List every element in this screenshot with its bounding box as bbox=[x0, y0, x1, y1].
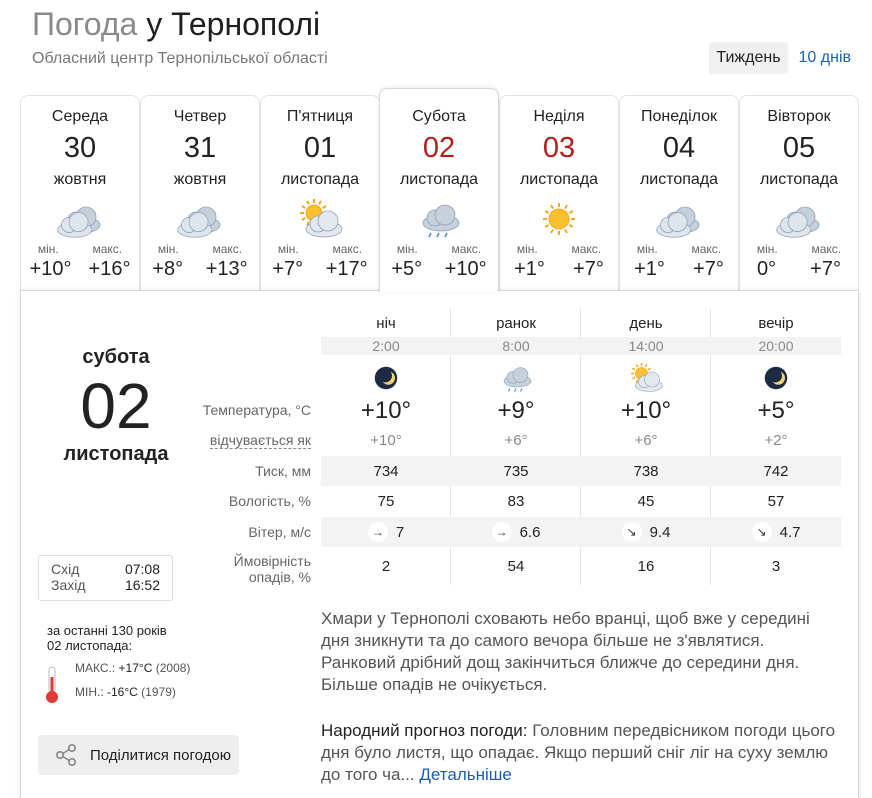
period-wind bbox=[321, 522, 451, 542]
history-line-2: 02 листопада: bbox=[47, 638, 133, 653]
period-name: день bbox=[629, 315, 663, 332]
forecast-description: Хмари у Тернополі сховають небо вранці, щоб вже у середині дня зникнути та до самого вечора більше не з'являтися. Ранковий дрібний дощ закінчиться ближче до середини дня. Більше опадів не очікується. bbox=[321, 609, 810, 694]
day-name: Четвер bbox=[173, 108, 227, 125]
period-humidity: 83 bbox=[507, 493, 525, 510]
history-min-label: МІН.: bbox=[75, 685, 104, 699]
min-temp: +8° bbox=[152, 258, 184, 280]
folk-forecast-text: Головним передвісником погоди цього дня було листя, що опадає. Якщо перший сніг ліг на суху землю до того ча... bbox=[321, 721, 836, 784]
thermometer-icon bbox=[43, 665, 61, 705]
wind-speed: 4.7 bbox=[779, 523, 801, 541]
max-temp: +16° bbox=[88, 258, 131, 280]
min-temp: +5° bbox=[391, 258, 423, 280]
period-weather-icon bbox=[321, 363, 451, 397]
cloudy-icon bbox=[176, 199, 224, 239]
day-tab-30[interactable] bbox=[20, 95, 140, 291]
period-wind bbox=[451, 522, 581, 542]
cloudy-drizzle-icon bbox=[415, 199, 463, 239]
period-temp: +5° bbox=[757, 397, 795, 424]
history-caption bbox=[47, 623, 167, 653]
day-tab-02[interactable] bbox=[379, 88, 499, 292]
day-tab-04[interactable] bbox=[619, 95, 739, 291]
partly-sunny-icon bbox=[296, 199, 344, 239]
day-name: Середа bbox=[51, 108, 109, 125]
selected-weekday: субота bbox=[82, 346, 150, 368]
max-label: макс. bbox=[92, 242, 123, 256]
pressure-label: Тиск, мм bbox=[255, 463, 311, 479]
day-weather-icon bbox=[535, 199, 583, 239]
selected-day-number: 02 bbox=[80, 370, 152, 442]
cloudy-icon bbox=[655, 199, 703, 239]
day-number: 05 bbox=[782, 132, 816, 164]
day-name: Вівторок bbox=[767, 108, 831, 125]
period-temp: +10° bbox=[620, 397, 672, 424]
hourly-grid bbox=[21, 291, 860, 591]
day-name: Субота bbox=[412, 108, 466, 125]
selected-month: листопада bbox=[63, 443, 169, 465]
max-label: макс. bbox=[212, 242, 243, 256]
history-max bbox=[75, 661, 190, 675]
title-city: у Тернополі bbox=[146, 6, 321, 42]
period-name: вечір bbox=[758, 315, 794, 332]
share-icon bbox=[54, 743, 78, 767]
period-weather-icon bbox=[711, 363, 841, 397]
min-temp: +1° bbox=[634, 258, 665, 280]
min-label: мін. bbox=[37, 242, 59, 256]
sunset-value: 16:52 bbox=[124, 577, 160, 593]
cloud-rain-icon bbox=[498, 363, 534, 393]
day-tabs bbox=[20, 95, 859, 291]
period-wind bbox=[711, 522, 841, 542]
page-header bbox=[32, 4, 328, 68]
history-max-year: (2008) bbox=[155, 661, 191, 675]
history-min bbox=[75, 685, 176, 699]
history-max-value: +17°C bbox=[118, 661, 153, 675]
day-name: П'ятниця bbox=[286, 108, 354, 125]
day-tab-05[interactable] bbox=[739, 95, 859, 291]
period-pressure: 738 bbox=[633, 463, 659, 480]
period-precip: 3 bbox=[771, 558, 781, 575]
period-temp: +9° bbox=[497, 397, 535, 424]
title-prefix: Погода bbox=[32, 6, 138, 42]
cloudy-icon bbox=[56, 199, 104, 239]
day-weather-icon bbox=[176, 199, 224, 239]
day-weather-icon bbox=[655, 199, 703, 239]
wind-direction-icon: → bbox=[368, 522, 388, 542]
day-month: жовтня bbox=[173, 171, 227, 188]
history-max-label: МАКС.: bbox=[75, 661, 116, 675]
week-button[interactable]: Тиждень bbox=[709, 42, 787, 74]
max-temp: +7° bbox=[573, 258, 604, 280]
day-month: листопада bbox=[519, 171, 599, 188]
period-time: 14:00 bbox=[628, 338, 664, 354]
day-month: жовтня bbox=[53, 171, 107, 188]
max-label: макс. bbox=[691, 242, 722, 256]
wind-speed: 6.6 bbox=[519, 523, 541, 541]
day-month: листопада bbox=[399, 171, 479, 188]
feels-like-text: відчувається як bbox=[209, 432, 311, 448]
wind-speed: 7 bbox=[395, 523, 405, 541]
min-label: мін. bbox=[396, 242, 418, 256]
day-detail-panel bbox=[20, 290, 859, 798]
min-temp: +10° bbox=[29, 258, 72, 280]
humidity-label: Вологість, % bbox=[228, 493, 311, 509]
day-number: 01 bbox=[303, 132, 337, 164]
period-feels-like: +10° bbox=[370, 432, 402, 449]
history-min-value: -16°C bbox=[107, 685, 138, 699]
period-time: 20:00 bbox=[758, 338, 794, 354]
day-weather-icon bbox=[296, 199, 344, 239]
cloudy-icon bbox=[775, 199, 823, 239]
max-label: макс. bbox=[451, 242, 482, 256]
day-number: 02 bbox=[422, 132, 456, 164]
max-label: макс. bbox=[571, 242, 602, 256]
wind-direction-icon: ↘ bbox=[622, 522, 642, 542]
precip-label bbox=[191, 553, 311, 585]
day-tab-03[interactable] bbox=[499, 95, 619, 291]
partly-sunny-icon bbox=[628, 363, 664, 393]
page-title bbox=[32, 4, 328, 44]
period-precip: 16 bbox=[637, 558, 655, 575]
range-switch bbox=[709, 42, 858, 74]
max-temp: +7° bbox=[693, 258, 724, 280]
sun-icon bbox=[535, 199, 583, 239]
max-label: макс. bbox=[332, 242, 363, 256]
period-precip: 54 bbox=[507, 558, 525, 575]
min-label: мін. bbox=[277, 242, 299, 256]
moon-icon bbox=[758, 363, 794, 393]
period-time: 2:00 bbox=[372, 338, 400, 354]
day-number: 04 bbox=[662, 132, 696, 164]
day-weather-icon bbox=[415, 199, 463, 239]
day-weather-icon bbox=[56, 199, 104, 239]
min-label: мін. bbox=[636, 242, 658, 256]
wind-label: Вітер, м/с bbox=[248, 524, 311, 540]
wind-speed: 9.4 bbox=[649, 523, 671, 541]
period-precip: 2 bbox=[381, 558, 391, 575]
max-temp: +17° bbox=[325, 258, 368, 280]
folk-forecast-label: Народний прогноз погоди: bbox=[321, 721, 528, 740]
period-feels-like: +6° bbox=[504, 432, 528, 449]
wind-direction-icon: ↘ bbox=[752, 522, 772, 542]
max-temp: +13° bbox=[205, 258, 248, 280]
folk-forecast bbox=[321, 720, 841, 786]
history-line-1: за останні 130 років bbox=[47, 623, 167, 638]
period-pressure: 735 bbox=[503, 463, 529, 480]
wind-direction-icon: → bbox=[492, 522, 512, 542]
day-number: 03 bbox=[542, 132, 576, 164]
period-humidity: 57 bbox=[767, 493, 785, 510]
min-label: мін. bbox=[516, 242, 538, 256]
day-name: Понеділок bbox=[640, 108, 718, 125]
period-name: ранок bbox=[496, 315, 536, 332]
period-wind bbox=[581, 522, 711, 542]
period-humidity: 75 bbox=[377, 493, 395, 510]
period-pressure: 734 bbox=[373, 463, 399, 480]
min-temp: +1° bbox=[514, 258, 545, 280]
min-label: мін. bbox=[157, 242, 179, 256]
history-min-year: (1979) bbox=[141, 685, 176, 699]
ten-days-button[interactable]: 10 днів bbox=[798, 49, 851, 66]
day-name: Неділя bbox=[533, 108, 585, 125]
sunrise-label: Схід bbox=[51, 561, 80, 577]
day-weather-icon bbox=[775, 199, 823, 239]
period-name: ніч bbox=[376, 315, 396, 332]
day-tab-31[interactable] bbox=[140, 95, 260, 291]
period-feels-like: +2° bbox=[764, 432, 788, 449]
period-weather-icon bbox=[581, 363, 711, 397]
day-number: 31 bbox=[183, 132, 217, 164]
day-month: листопада bbox=[759, 171, 839, 188]
max-temp: +7° bbox=[810, 258, 841, 280]
day-number: 30 bbox=[63, 132, 97, 164]
sunset-label: Захід bbox=[51, 577, 86, 593]
min-temp: +7° bbox=[272, 258, 304, 280]
temperature-label: Температура, °С bbox=[202, 402, 311, 418]
period-weather-icon bbox=[451, 363, 581, 397]
min-label: мін. bbox=[756, 242, 778, 256]
share-label: Поділитися погодою bbox=[90, 746, 232, 764]
precip-label-line-2: опадів, % bbox=[248, 569, 311, 585]
feels-like-label[interactable] bbox=[191, 432, 311, 448]
details-link[interactable]: Детальніше bbox=[419, 765, 512, 784]
max-label: макс. bbox=[811, 242, 842, 256]
period-humidity: 45 bbox=[637, 493, 655, 510]
period-temp: +10° bbox=[360, 397, 412, 424]
precip-label-line-1: Ймовірність bbox=[233, 553, 311, 569]
period-feels-like: +6° bbox=[634, 432, 658, 449]
period-pressure: 742 bbox=[763, 463, 789, 480]
day-tab-01[interactable] bbox=[260, 95, 380, 291]
day-month: листопада bbox=[639, 171, 719, 188]
period-time: 8:00 bbox=[502, 338, 530, 354]
page-subtitle: Обласний центр Тернопільської області bbox=[32, 50, 328, 67]
moon-icon bbox=[368, 363, 404, 393]
sunrise-value: 07:08 bbox=[124, 561, 160, 577]
min-temp: 0° bbox=[757, 258, 777, 280]
share-button[interactable] bbox=[38, 735, 239, 775]
day-month: листопада bbox=[280, 171, 360, 188]
max-temp: +10° bbox=[444, 258, 487, 280]
